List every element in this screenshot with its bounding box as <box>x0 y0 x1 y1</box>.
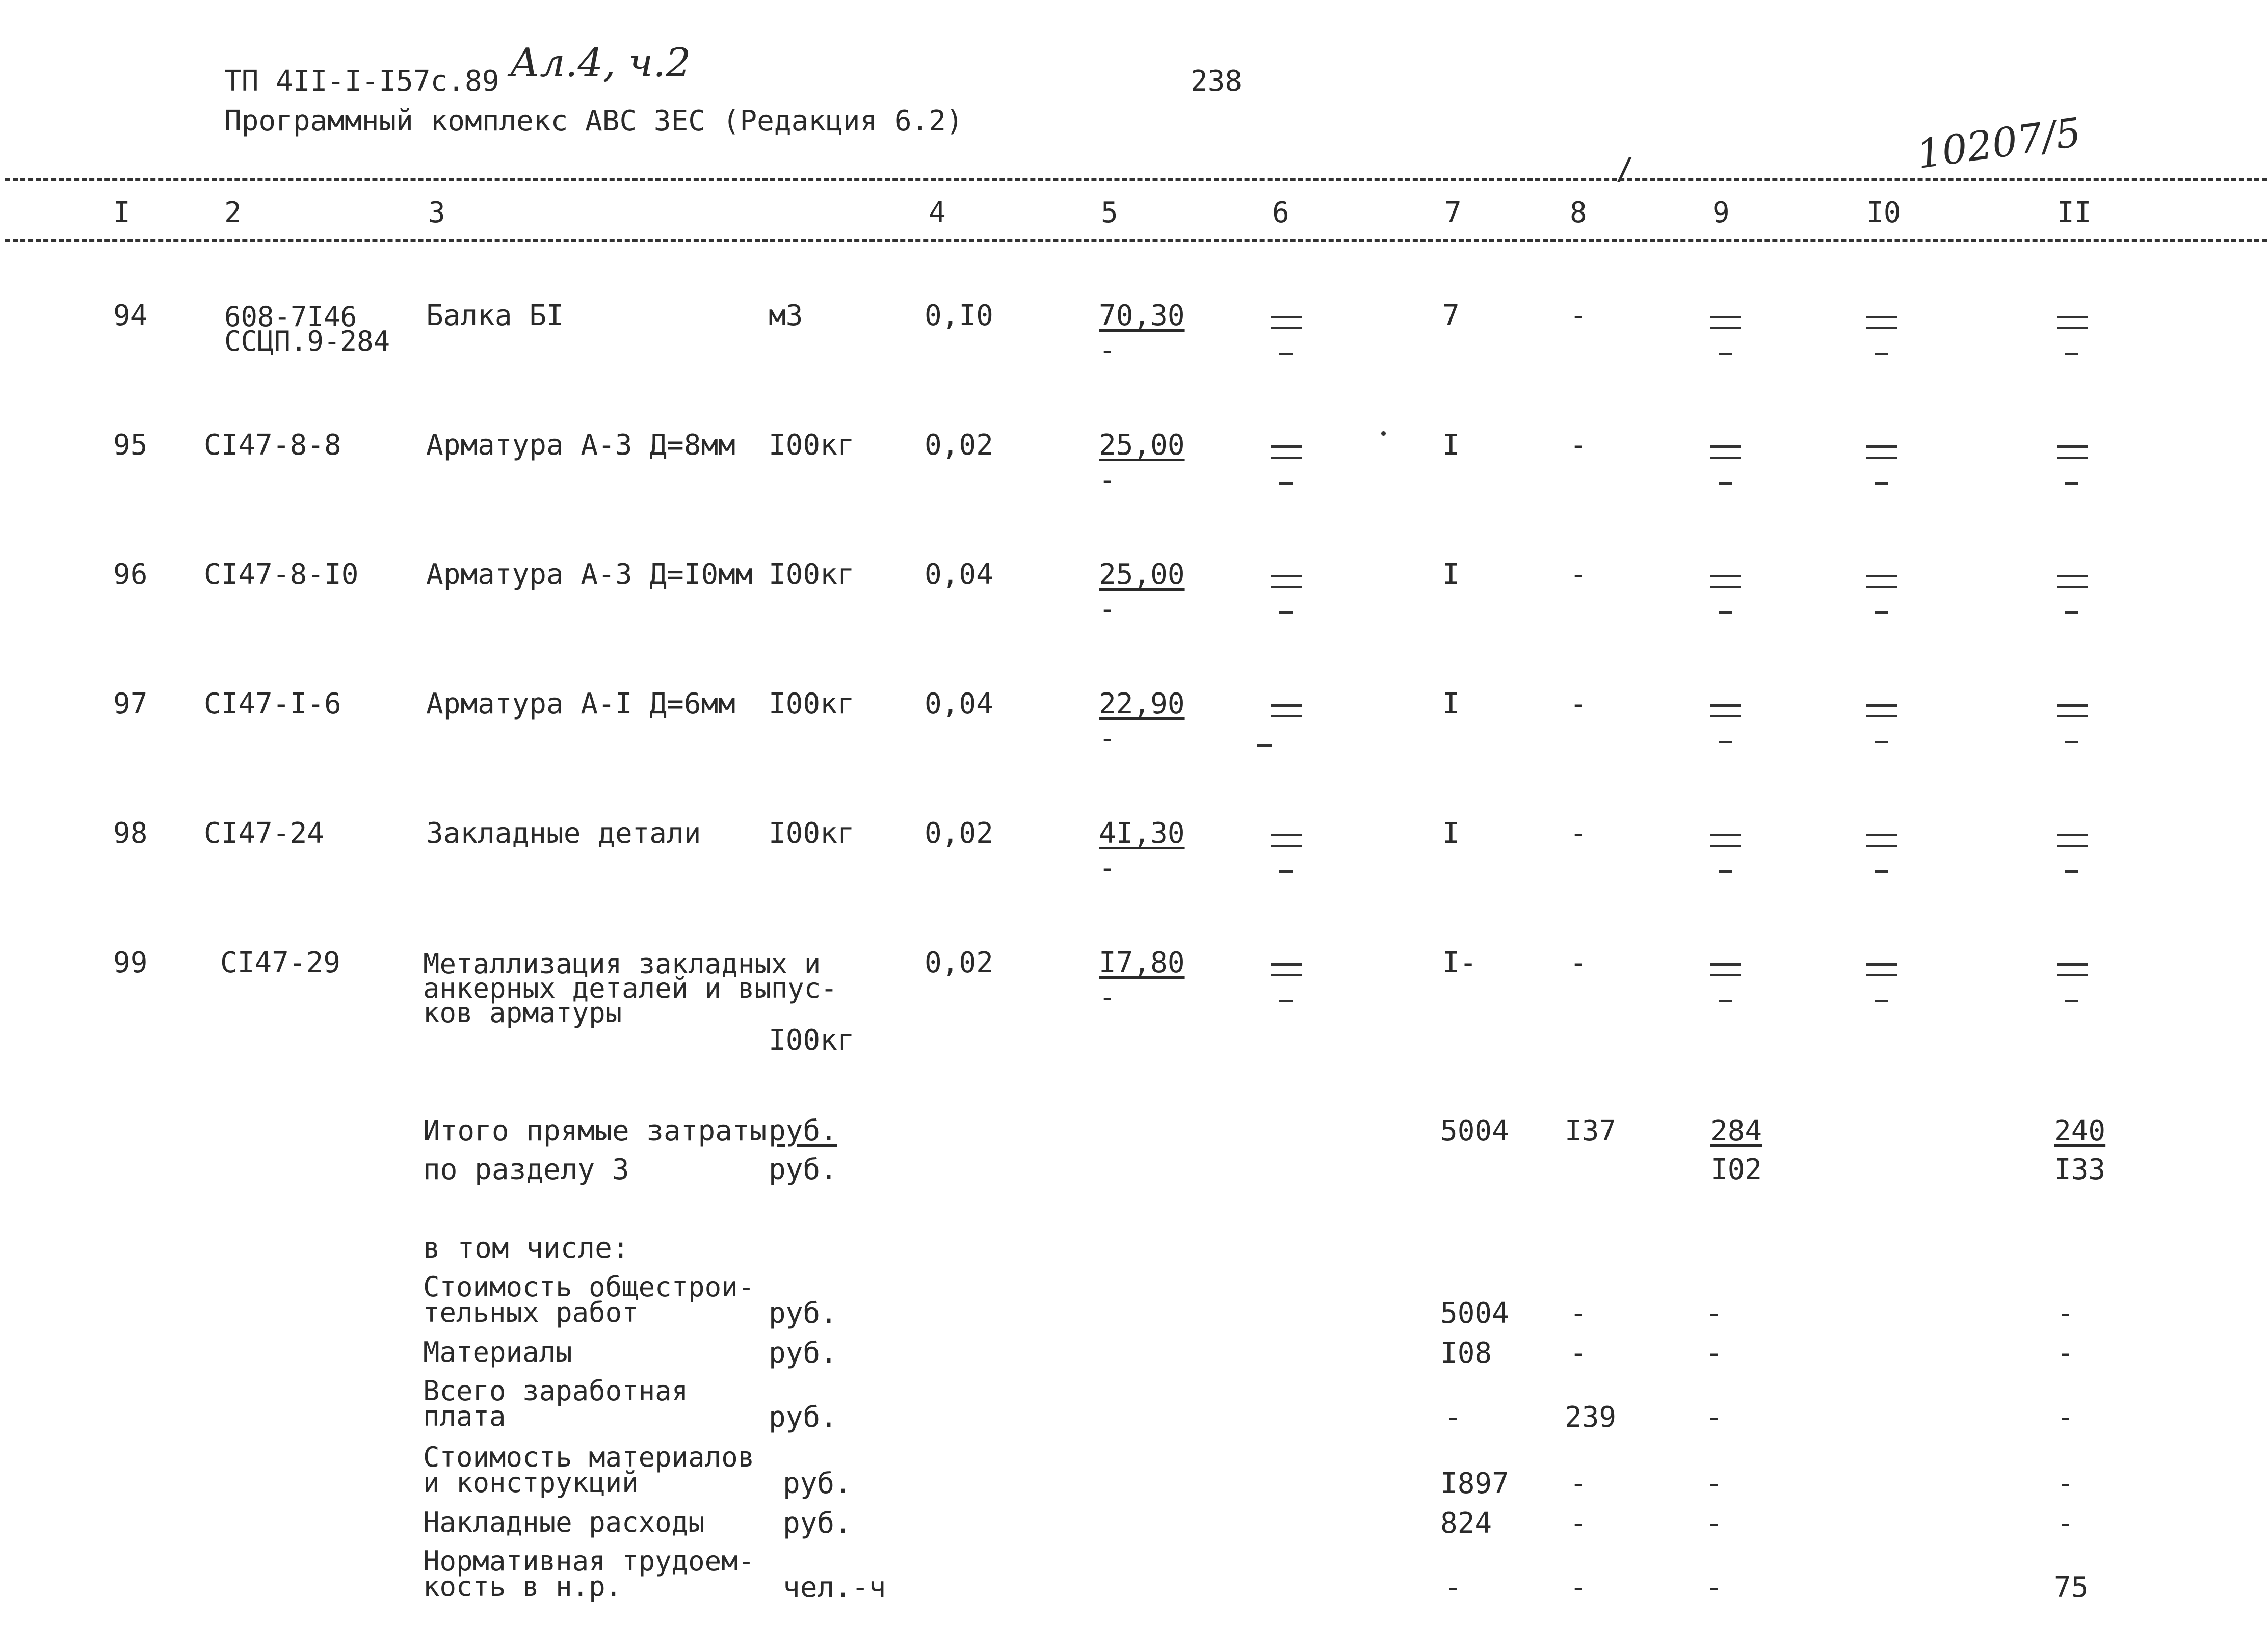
row-name: Балка БI <box>426 299 564 332</box>
col-header-1: I <box>113 196 130 229</box>
row-name-line-1: Металлизация закладных и <box>423 948 821 980</box>
stray-dot <box>1381 431 1386 436</box>
row-unit: I00кг <box>769 558 855 591</box>
row-col7: I <box>1442 558 1460 591</box>
totals-col9-top: 284 <box>1710 1114 1762 1148</box>
col-header-6: 6 <box>1272 196 1289 229</box>
row-number: 98 <box>113 817 148 850</box>
totals-col11-top: 240 <box>2054 1114 2106 1148</box>
header-bottom-rule <box>5 239 2267 242</box>
row-name: Арматура А-I Д=6мм <box>426 687 735 721</box>
row-unit-price: 4I,30 - <box>1099 817 1185 885</box>
breakdown-label: Всего заработная <box>423 1375 689 1407</box>
header-top-rule <box>5 178 2267 181</box>
breakdown-unit: чел.-ч <box>783 1571 886 1604</box>
breakdown-col7: I897 <box>1440 1467 1509 1500</box>
breakdown-unit: руб. <box>769 1297 837 1330</box>
row-code: СI47-24 <box>204 817 325 850</box>
breakdown-col9: - <box>1705 1467 1723 1500</box>
totals-col8: I37 <box>1565 1114 1617 1148</box>
row-unit-price: 25,00 - <box>1099 558 1185 626</box>
col-header-10: I0 <box>1866 196 1901 229</box>
breakdown-col11: - <box>2057 1467 2074 1500</box>
row-code: СI47-I-6 <box>204 687 341 721</box>
breakdown-col8: 239 <box>1565 1401 1617 1434</box>
row-name: Закладные детали <box>426 817 701 850</box>
row-number: 94 <box>113 299 148 332</box>
breakdown-unit: руб. <box>783 1467 852 1500</box>
breakdown-label: Материалы <box>423 1336 572 1368</box>
row-code: 608-7I46 <box>224 301 357 333</box>
totals-label-line-2: по разделу 3 <box>423 1153 629 1186</box>
row-number: 97 <box>113 687 148 721</box>
totals-label-line-1: Итого прямые затраты <box>423 1114 767 1148</box>
row-quantity: 0,04 <box>925 687 993 721</box>
row-name-line-3: ков арматуры <box>423 997 622 1029</box>
breakdown-col7: 824 <box>1440 1507 1492 1540</box>
col-header-8: 8 <box>1570 196 1587 229</box>
breakdown-col7: I08 <box>1440 1337 1492 1370</box>
stray-dash <box>1257 744 1272 747</box>
row-col7: 7 <box>1442 299 1460 332</box>
row-unit-price: I7,80 - <box>1099 946 1185 1014</box>
row-col8: - <box>1570 687 1587 721</box>
totals-col11-bottom: I33 <box>2054 1153 2106 1186</box>
breakdown-label: Накладные расходы <box>423 1506 705 1538</box>
breakdown-unit: руб. <box>769 1337 837 1370</box>
col-header-7: 7 <box>1444 196 1462 229</box>
col-header-4: 4 <box>929 196 946 229</box>
row-unit: I00кг <box>769 687 855 721</box>
row-col8: - <box>1570 299 1587 332</box>
breakdown-col8: - <box>1570 1337 1587 1370</box>
breakdown-label-cont: плата <box>423 1400 506 1432</box>
row-name: Арматура А-3 Д=I0мм <box>426 558 753 591</box>
col-header-9: 9 <box>1712 196 1730 229</box>
breakdown-label-cont: кость в н.р. <box>423 1570 622 1603</box>
handwritten-reference: Ал.4, ч.2 <box>510 40 691 86</box>
col-header-11: II <box>2057 196 2092 229</box>
row-unit: I00кг <box>769 429 855 462</box>
program-line: Программный комплекс АВС 3ЕС (Редакция 6.2) <box>224 104 963 138</box>
row-col8: - <box>1570 817 1587 850</box>
col-header-3: 3 <box>428 196 445 229</box>
totals-unit-2: руб. <box>769 1153 837 1186</box>
breakdown-col9: - <box>1705 1401 1723 1434</box>
row-quantity: 0,02 <box>925 817 993 850</box>
handwritten-sheet-number: 10207/5 <box>1914 109 2084 178</box>
breakdown-col11: - <box>2057 1507 2074 1540</box>
breakdown-label: Стоимость материалов <box>423 1441 755 1473</box>
breakdown-label-cont: тельных работ <box>423 1296 639 1328</box>
slash-mark: / <box>1616 151 1635 187</box>
row-unit: I00кг <box>769 1024 855 1057</box>
row-col8: - <box>1570 946 1587 979</box>
row-col7: I- <box>1442 946 1477 979</box>
breakdown-col7: - <box>1444 1571 1462 1604</box>
breakdown-col9: - <box>1705 1507 1723 1540</box>
row-name-line-2: анкерных деталей и выпус- <box>423 972 837 1004</box>
breakdown-col8: - <box>1570 1297 1587 1330</box>
breakdown-col7: - <box>1444 1401 1462 1434</box>
breakdown-col8: - <box>1570 1571 1587 1604</box>
page-number: 238 <box>1191 65 1243 98</box>
row-col7: I <box>1442 817 1460 850</box>
breakdown-col11: 75 <box>2054 1571 2089 1604</box>
row-name: Арматура А-3 Д=8мм <box>426 429 735 462</box>
breakdown-col11: - <box>2057 1297 2074 1330</box>
row-number: 95 <box>113 429 148 462</box>
breakdown-col7: 5004 <box>1440 1297 1509 1330</box>
col-header-5: 5 <box>1101 196 1118 229</box>
breakdown-unit: руб. <box>783 1507 852 1540</box>
breakdown-col8: - <box>1570 1507 1587 1540</box>
document-code: ТП 4II-I-I57с.89 <box>224 65 499 98</box>
row-unit: м3 <box>769 299 803 332</box>
row-col7: I <box>1442 687 1460 721</box>
row-quantity: 0,I0 <box>925 299 993 332</box>
breakdown-col11: - <box>2057 1337 2074 1370</box>
breakdown-col8: - <box>1570 1467 1587 1500</box>
breakdown-label: Нормативная трудоем- <box>423 1545 755 1577</box>
breakdown-unit: руб. <box>769 1401 837 1434</box>
row-quantity: 0,02 <box>925 429 993 462</box>
breakdown-col9: - <box>1705 1297 1723 1330</box>
row-code-secondary: ССЦП.9-284 <box>224 325 390 357</box>
breakdown-label: Стоимость общестрои- <box>423 1271 755 1303</box>
row-quantity: 0,02 <box>925 946 993 979</box>
breakdown-col11: - <box>2057 1401 2074 1434</box>
row-col8: - <box>1570 558 1587 591</box>
row-unit-price: 25,00 - <box>1099 429 1185 496</box>
row-code: СI47-8-8 <box>204 429 341 462</box>
row-number: 99 <box>113 946 148 979</box>
row-quantity: 0,04 <box>925 558 993 591</box>
totals-unit-1: руб. <box>769 1114 837 1148</box>
row-col7: I <box>1442 429 1460 462</box>
breakdown-col9: - <box>1705 1337 1723 1370</box>
breakdown-label-cont: и конструкций <box>423 1467 639 1499</box>
breakdown-col9: - <box>1705 1571 1723 1604</box>
row-unit-price: 70,30 - <box>1099 299 1185 367</box>
row-code: СI47-29 <box>220 946 341 979</box>
row-unit-price: 22,90 - <box>1099 687 1185 755</box>
row-number: 96 <box>113 558 148 591</box>
row-code: СI47-8-I0 <box>204 558 359 591</box>
breakdown-heading: в том числе: <box>423 1232 629 1265</box>
totals-col9-bottom: I02 <box>1710 1153 1762 1186</box>
totals-col7: 5004 <box>1440 1114 1509 1148</box>
col-header-2: 2 <box>224 196 242 229</box>
row-unit: I00кг <box>769 817 855 850</box>
row-col8: - <box>1570 429 1587 462</box>
